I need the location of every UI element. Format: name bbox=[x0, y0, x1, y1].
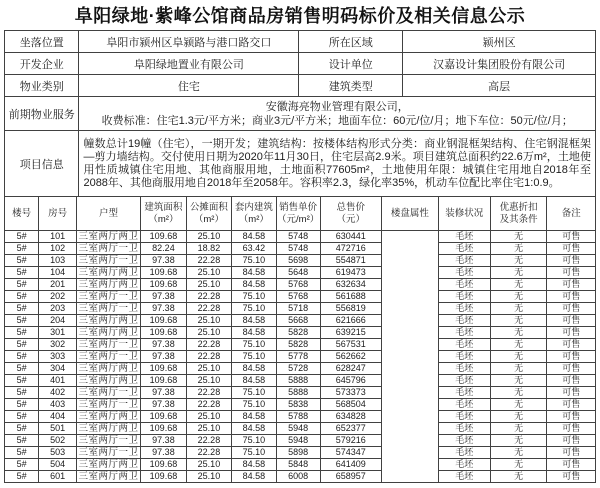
cell-remark: 可售 bbox=[547, 435, 596, 447]
cell-shared-area: 22.28 bbox=[186, 351, 231, 363]
col-room: 房号 bbox=[39, 197, 77, 231]
cell-inner-area: 75.10 bbox=[231, 447, 276, 459]
cell-inner-area: 75.10 bbox=[231, 399, 276, 411]
cell-decoration: 毛坯 bbox=[438, 315, 490, 327]
unit-row bbox=[5, 327, 596, 339]
cell-room: 104 bbox=[39, 267, 77, 279]
cell-building: 5# bbox=[5, 303, 39, 315]
cell-total-price: 573373 bbox=[320, 387, 381, 399]
cell-shared-area: 25.10 bbox=[186, 411, 231, 423]
cell-remark: 可售 bbox=[547, 243, 596, 255]
cell-inner-area: 84.58 bbox=[231, 363, 276, 375]
designer-label: 设计单位 bbox=[299, 53, 403, 75]
cell-unit-price: 5788 bbox=[276, 411, 320, 423]
unit-row bbox=[5, 267, 596, 279]
cell-discount: 无 bbox=[490, 387, 547, 399]
cell-shared-area: 25.10 bbox=[186, 375, 231, 387]
cell-gross-area: 109.68 bbox=[140, 327, 186, 339]
district-label: 所在区域 bbox=[299, 31, 403, 53]
cell-inner-area: 84.58 bbox=[231, 315, 276, 327]
building-type-label: 建筑类型 bbox=[299, 75, 403, 97]
cell-room: 103 bbox=[39, 255, 77, 267]
cell-unit-price: 5848 bbox=[276, 459, 320, 471]
unit-row bbox=[5, 243, 596, 255]
col-gross-area: 建筑面积 （m²） bbox=[140, 197, 186, 231]
unit-row bbox=[5, 387, 596, 399]
cell-shared-area: 22.28 bbox=[186, 291, 231, 303]
cell-decoration: 毛坯 bbox=[438, 447, 490, 459]
cell-layout: 三室两厅两卫 bbox=[78, 411, 139, 422]
cell-shared-area: 25.10 bbox=[186, 423, 231, 435]
cell-discount: 无 bbox=[490, 375, 547, 387]
cell-shared-area: 25.10 bbox=[186, 267, 231, 279]
cell-gross-area: 97.38 bbox=[140, 303, 186, 315]
property-service-label: 前期物业服务 bbox=[5, 97, 79, 131]
cell-total-price: 574347 bbox=[320, 447, 381, 459]
cell-gross-area: 109.68 bbox=[140, 231, 186, 243]
cell-inner-area: 75.10 bbox=[231, 303, 276, 315]
cell-room: 101 bbox=[39, 231, 77, 243]
cell-discount: 无 bbox=[490, 411, 547, 423]
cell-remark: 可售 bbox=[547, 447, 596, 459]
cell-remark: 可售 bbox=[547, 459, 596, 471]
cell-decoration: 毛坯 bbox=[438, 327, 490, 339]
unit-row bbox=[5, 231, 596, 243]
cell-unit-price: 5888 bbox=[276, 375, 320, 387]
cell-inner-area: 84.58 bbox=[231, 279, 276, 291]
cell-shared-area: 22.28 bbox=[186, 303, 231, 315]
cell-remark: 可售 bbox=[547, 471, 596, 483]
cell-layout: 三室两厅一卫 bbox=[78, 399, 139, 410]
cell-discount: 无 bbox=[490, 279, 547, 291]
cell-total-price: 562662 bbox=[320, 351, 381, 363]
cell-property-attr-merged bbox=[381, 231, 438, 483]
cell-decoration: 毛坯 bbox=[438, 459, 490, 471]
cell-inner-area: 75.10 bbox=[231, 435, 276, 447]
cell-discount: 无 bbox=[490, 291, 547, 303]
cell-total-price: 632634 bbox=[320, 279, 381, 291]
cell-layout: 三室两厅两卫 bbox=[78, 423, 139, 434]
cell-decoration: 毛坯 bbox=[438, 351, 490, 363]
cell-room: 202 bbox=[39, 291, 77, 303]
project-info-table bbox=[4, 30, 596, 197]
cell-unit-price: 5948 bbox=[276, 435, 320, 447]
cell-layout: 三室两厅一卫 bbox=[78, 243, 139, 254]
cell-building: 5# bbox=[5, 375, 39, 387]
cell-unit-price: 5778 bbox=[276, 351, 320, 363]
unit-row bbox=[5, 339, 596, 351]
cell-decoration: 毛坯 bbox=[438, 243, 490, 255]
cell-gross-area: 109.68 bbox=[140, 279, 186, 291]
cell-inner-area: 84.58 bbox=[231, 327, 276, 339]
cell-shared-area: 25.10 bbox=[186, 363, 231, 375]
cell-room: 301 bbox=[39, 327, 77, 339]
cell-total-price: 641409 bbox=[320, 459, 381, 471]
info-row-property-type bbox=[5, 75, 596, 97]
cell-unit-price: 5768 bbox=[276, 279, 320, 291]
cell-gross-area: 109.68 bbox=[140, 315, 186, 327]
cell-inner-area: 84.58 bbox=[231, 423, 276, 435]
cell-total-price: 556819 bbox=[320, 303, 381, 315]
cell-total-price: 561688 bbox=[320, 291, 381, 303]
cell-decoration: 毛坯 bbox=[438, 255, 490, 267]
location-label: 坐落位置 bbox=[5, 31, 79, 53]
cell-total-price: 630441 bbox=[320, 231, 381, 243]
col-layout: 户型 bbox=[77, 197, 141, 231]
cell-building: 5# bbox=[5, 291, 39, 303]
cell-remark: 可售 bbox=[547, 423, 596, 435]
cell-inner-area: 84.58 bbox=[231, 411, 276, 423]
cell-discount: 无 bbox=[490, 327, 547, 339]
cell-unit-price: 5948 bbox=[276, 423, 320, 435]
unit-row bbox=[5, 255, 596, 267]
cell-unit-price: 5648 bbox=[276, 267, 320, 279]
cell-discount: 无 bbox=[490, 267, 547, 279]
cell-building: 5# bbox=[5, 423, 39, 435]
cell-room: 302 bbox=[39, 339, 77, 351]
cell-inner-area: 84.58 bbox=[231, 471, 276, 483]
property-type-value: 住宅 bbox=[79, 75, 299, 97]
col-discount: 优惠折扣 及其条件 bbox=[490, 197, 547, 231]
cell-shared-area: 22.28 bbox=[186, 447, 231, 459]
cell-unit-price: 5828 bbox=[276, 339, 320, 351]
project-details-text: 幢数总计19幢（住宅），一期开发；建筑结构：按楼体结构形式分类：商业钢混框架结构、住宅钢混框架—剪力墙结构。交付使用日期为2020年11月30日，住宅层高2.9米。项目建筑总面积约22.6万m²，土地使用性质城镇住宅用地、其他商服用地，土地面积77605m²，土地使用年限：城镇住宅用地自2018年至2088年、其他商服用地自2018年至2058年。容积率2.3，绿化率35%，机动车位配比率住宅1:0.9。 bbox=[79, 131, 596, 197]
cell-total-price: 639215 bbox=[320, 327, 381, 339]
cell-room: 403 bbox=[39, 399, 77, 411]
unit-row bbox=[5, 471, 596, 483]
cell-unit-price: 5668 bbox=[276, 315, 320, 327]
cell-remark: 可售 bbox=[547, 231, 596, 243]
unit-price-table bbox=[4, 196, 596, 483]
cell-total-price: 621666 bbox=[320, 315, 381, 327]
cell-total-price: 554871 bbox=[320, 255, 381, 267]
cell-layout: 三室两厅两卫 bbox=[78, 459, 139, 470]
unit-row bbox=[5, 363, 596, 375]
cell-gross-area: 109.68 bbox=[140, 267, 186, 279]
cell-gross-area: 97.38 bbox=[140, 255, 186, 267]
unit-row bbox=[5, 447, 596, 459]
col-inner-area: 套内建筑 （m²） bbox=[231, 197, 276, 231]
cell-decoration: 毛坯 bbox=[438, 399, 490, 411]
info-row-property-service bbox=[5, 97, 596, 131]
building-type-value: 高层 bbox=[403, 75, 596, 97]
cell-decoration: 毛坯 bbox=[438, 375, 490, 387]
col-property-attr: 楼盘属性 bbox=[381, 197, 438, 231]
cell-remark: 可售 bbox=[547, 351, 596, 363]
cell-decoration: 毛坯 bbox=[438, 411, 490, 423]
cell-shared-area: 22.28 bbox=[186, 399, 231, 411]
property-service-line1: 安徽海亮物业管理有限公司， bbox=[265, 100, 409, 113]
unit-row bbox=[5, 375, 596, 387]
designer-value: 汉嘉设计集团股份有限公司 bbox=[403, 53, 596, 75]
cell-decoration: 毛坯 bbox=[438, 471, 490, 483]
cell-total-price: 634828 bbox=[320, 411, 381, 423]
cell-room: 402 bbox=[39, 387, 77, 399]
cell-inner-area: 84.58 bbox=[231, 375, 276, 387]
cell-inner-area: 84.58 bbox=[231, 267, 276, 279]
cell-gross-area: 97.38 bbox=[140, 399, 186, 411]
cell-discount: 无 bbox=[490, 435, 547, 447]
cell-building: 5# bbox=[5, 363, 39, 375]
cell-unit-price: 5748 bbox=[276, 243, 320, 255]
cell-discount: 无 bbox=[490, 447, 547, 459]
cell-gross-area: 97.38 bbox=[140, 291, 186, 303]
cell-building: 5# bbox=[5, 267, 39, 279]
cell-shared-area: 18.82 bbox=[186, 243, 231, 255]
cell-unit-price: 5898 bbox=[276, 447, 320, 459]
cell-discount: 无 bbox=[490, 471, 547, 483]
col-total-price: 总售价 （元） bbox=[320, 197, 381, 231]
cell-gross-area: 97.38 bbox=[140, 435, 186, 447]
cell-room: 601 bbox=[39, 471, 77, 483]
cell-remark: 可售 bbox=[547, 339, 596, 351]
cell-total-price: 619473 bbox=[320, 267, 381, 279]
cell-remark: 可售 bbox=[547, 279, 596, 291]
cell-unit-price: 5698 bbox=[276, 255, 320, 267]
cell-discount: 无 bbox=[490, 231, 547, 243]
cell-gross-area: 109.68 bbox=[140, 363, 186, 375]
unit-row bbox=[5, 303, 596, 315]
cell-room: 303 bbox=[39, 351, 77, 363]
unit-row bbox=[5, 279, 596, 291]
cell-unit-price: 5838 bbox=[276, 399, 320, 411]
cell-shared-area: 25.10 bbox=[186, 459, 231, 471]
cell-room: 404 bbox=[39, 411, 77, 423]
col-unit-price: 销售单价 （元/m²） bbox=[276, 197, 320, 231]
project-details-label: 项目信息 bbox=[5, 131, 79, 197]
location-value: 阜阳市颍州区阜颍路与港口路交口 bbox=[79, 31, 299, 53]
cell-discount: 无 bbox=[490, 399, 547, 411]
cell-building: 5# bbox=[5, 435, 39, 447]
cell-shared-area: 22.28 bbox=[186, 255, 231, 267]
cell-layout: 三室两厅一卫 bbox=[78, 351, 139, 362]
cell-layout: 三室两厅一卫 bbox=[78, 339, 139, 350]
cell-unit-price: 5828 bbox=[276, 327, 320, 339]
cell-layout: 三室两厅两卫 bbox=[78, 267, 139, 278]
cell-building: 5# bbox=[5, 459, 39, 471]
cell-decoration: 毛坯 bbox=[438, 267, 490, 279]
cell-layout: 三室两厅一卫 bbox=[78, 255, 139, 266]
property-type-label: 物业类别 bbox=[5, 75, 79, 97]
cell-building: 5# bbox=[5, 411, 39, 423]
cell-discount: 无 bbox=[490, 315, 547, 327]
cell-decoration: 毛坯 bbox=[438, 303, 490, 315]
cell-decoration: 毛坯 bbox=[438, 387, 490, 399]
cell-total-price: 579216 bbox=[320, 435, 381, 447]
cell-discount: 无 bbox=[490, 459, 547, 471]
cell-layout: 三室两厅一卫 bbox=[78, 447, 139, 458]
cell-room: 503 bbox=[39, 447, 77, 459]
cell-decoration: 毛坯 bbox=[438, 291, 490, 303]
cell-layout: 三室两厅两卫 bbox=[78, 327, 139, 338]
cell-shared-area: 25.10 bbox=[186, 471, 231, 483]
cell-total-price: 652377 bbox=[320, 423, 381, 435]
cell-remark: 可售 bbox=[547, 399, 596, 411]
cell-shared-area: 22.28 bbox=[186, 435, 231, 447]
cell-shared-area: 25.10 bbox=[186, 327, 231, 339]
developer-value: 阜阳绿地置业有限公司 bbox=[79, 53, 299, 75]
cell-inner-area: 84.58 bbox=[231, 459, 276, 471]
cell-decoration: 毛坯 bbox=[438, 435, 490, 447]
cell-layout: 三室两厅一卫 bbox=[78, 291, 139, 302]
col-remark: 备注 bbox=[547, 197, 596, 231]
cell-remark: 可售 bbox=[547, 291, 596, 303]
cell-room: 201 bbox=[39, 279, 77, 291]
cell-room: 102 bbox=[39, 243, 77, 255]
cell-layout: 三室两厅一卫 bbox=[78, 387, 139, 398]
cell-inner-area: 75.10 bbox=[231, 339, 276, 351]
cell-building: 5# bbox=[5, 327, 39, 339]
cell-decoration: 毛坯 bbox=[438, 279, 490, 291]
cell-building: 5# bbox=[5, 351, 39, 363]
cell-discount: 无 bbox=[490, 243, 547, 255]
cell-layout: 三室两厅两卫 bbox=[78, 471, 139, 482]
unit-row bbox=[5, 411, 596, 423]
info-row-location bbox=[5, 31, 596, 53]
cell-discount: 无 bbox=[490, 255, 547, 267]
property-service-value bbox=[79, 97, 596, 131]
cell-remark: 可售 bbox=[547, 387, 596, 399]
col-shared-area: 公摊面积 （m²） bbox=[186, 197, 231, 231]
cell-shared-area: 22.28 bbox=[186, 387, 231, 399]
cell-total-price: 472716 bbox=[320, 243, 381, 255]
cell-remark: 可售 bbox=[547, 315, 596, 327]
cell-remark: 可售 bbox=[547, 327, 596, 339]
cell-building: 5# bbox=[5, 399, 39, 411]
unit-row bbox=[5, 435, 596, 447]
cell-remark: 可售 bbox=[547, 267, 596, 279]
info-row-developer bbox=[5, 53, 596, 75]
cell-gross-area: 97.38 bbox=[140, 351, 186, 363]
cell-discount: 无 bbox=[490, 423, 547, 435]
cell-inner-area: 63.42 bbox=[231, 243, 276, 255]
cell-unit-price: 5728 bbox=[276, 363, 320, 375]
cell-inner-area: 75.10 bbox=[231, 255, 276, 267]
cell-room: 401 bbox=[39, 375, 77, 387]
cell-discount: 无 bbox=[490, 351, 547, 363]
developer-label: 开发企业 bbox=[5, 53, 79, 75]
cell-unit-price: 5718 bbox=[276, 303, 320, 315]
cell-layout: 三室两厅两卫 bbox=[78, 279, 139, 290]
cell-layout: 三室两厅两卫 bbox=[78, 363, 139, 374]
cell-total-price: 567531 bbox=[320, 339, 381, 351]
unit-row bbox=[5, 399, 596, 411]
unit-row bbox=[5, 459, 596, 471]
cell-discount: 无 bbox=[490, 303, 547, 315]
cell-remark: 可售 bbox=[547, 375, 596, 387]
unit-row bbox=[5, 315, 596, 327]
cell-decoration: 毛坯 bbox=[438, 339, 490, 351]
cell-gross-area: 109.68 bbox=[140, 411, 186, 423]
cell-room: 304 bbox=[39, 363, 77, 375]
cell-total-price: 628247 bbox=[320, 363, 381, 375]
cell-inner-area: 75.10 bbox=[231, 387, 276, 399]
col-building: 楼号 bbox=[5, 197, 39, 231]
page-title: 阜阳绿地·紫峰公馆商品房销售明码标价及相关信息公示 bbox=[74, 6, 526, 26]
cell-layout: 三室两厅一卫 bbox=[78, 435, 139, 446]
cell-shared-area: 25.10 bbox=[186, 279, 231, 291]
cell-unit-price: 5888 bbox=[276, 387, 320, 399]
cell-room: 502 bbox=[39, 435, 77, 447]
cell-shared-area: 22.28 bbox=[186, 339, 231, 351]
cell-gross-area: 109.68 bbox=[140, 471, 186, 483]
unit-row bbox=[5, 351, 596, 363]
cell-total-price: 568504 bbox=[320, 399, 381, 411]
cell-unit-price: 5748 bbox=[276, 231, 320, 243]
info-row-project-details bbox=[5, 131, 596, 197]
cell-building: 5# bbox=[5, 315, 39, 327]
cell-discount: 无 bbox=[490, 363, 547, 375]
unit-row bbox=[5, 291, 596, 303]
cell-unit-price: 5768 bbox=[276, 291, 320, 303]
col-decoration: 装修状况 bbox=[438, 197, 490, 231]
cell-shared-area: 25.10 bbox=[186, 315, 231, 327]
cell-remark: 可售 bbox=[547, 303, 596, 315]
cell-building: 5# bbox=[5, 255, 39, 267]
cell-inner-area: 75.10 bbox=[231, 291, 276, 303]
cell-decoration: 毛坯 bbox=[438, 363, 490, 375]
cell-gross-area: 109.68 bbox=[140, 375, 186, 387]
cell-inner-area: 75.10 bbox=[231, 351, 276, 363]
sales-table-body bbox=[5, 231, 596, 483]
cell-building: 5# bbox=[5, 243, 39, 255]
district-value: 颍州区 bbox=[403, 31, 596, 53]
cell-gross-area: 97.38 bbox=[140, 387, 186, 399]
cell-discount: 无 bbox=[490, 339, 547, 351]
cell-total-price: 645796 bbox=[320, 375, 381, 387]
cell-decoration: 毛坯 bbox=[438, 231, 490, 243]
cell-room: 504 bbox=[39, 459, 77, 471]
cell-unit-price: 6008 bbox=[276, 471, 320, 483]
cell-building: 5# bbox=[5, 387, 39, 399]
cell-inner-area: 84.58 bbox=[231, 231, 276, 243]
cell-remark: 可售 bbox=[547, 363, 596, 375]
cell-layout: 三室两厅一卫 bbox=[78, 303, 139, 314]
cell-building: 5# bbox=[5, 279, 39, 291]
cell-building: 5# bbox=[5, 339, 39, 351]
cell-gross-area: 109.68 bbox=[140, 459, 186, 471]
cell-layout: 三室两厅两卫 bbox=[78, 231, 139, 242]
cell-gross-area: 97.38 bbox=[140, 447, 186, 459]
cell-gross-area: 82.24 bbox=[140, 243, 186, 255]
cell-gross-area: 109.68 bbox=[140, 423, 186, 435]
cell-layout: 三室两厅两卫 bbox=[78, 315, 139, 326]
cell-remark: 可售 bbox=[547, 255, 596, 267]
property-service-line2: 收费标准：住宅1.3元/平方米；商业3元/平方米；地面车位：60元/位/月；地下车位：50元/位/月； bbox=[101, 114, 573, 127]
cell-building: 5# bbox=[5, 447, 39, 459]
cell-building: 5# bbox=[5, 471, 39, 483]
unit-row bbox=[5, 423, 596, 435]
cell-layout: 三室两厅两卫 bbox=[78, 375, 139, 386]
sales-table-header-row bbox=[5, 197, 596, 231]
cell-room: 501 bbox=[39, 423, 77, 435]
cell-remark: 可售 bbox=[547, 411, 596, 423]
cell-shared-area: 25.10 bbox=[186, 231, 231, 243]
cell-decoration: 毛坯 bbox=[438, 423, 490, 435]
cell-room: 203 bbox=[39, 303, 77, 315]
cell-total-price: 658957 bbox=[320, 471, 381, 483]
cell-room: 204 bbox=[39, 315, 77, 327]
cell-gross-area: 97.38 bbox=[140, 339, 186, 351]
cell-building: 5# bbox=[5, 231, 39, 243]
